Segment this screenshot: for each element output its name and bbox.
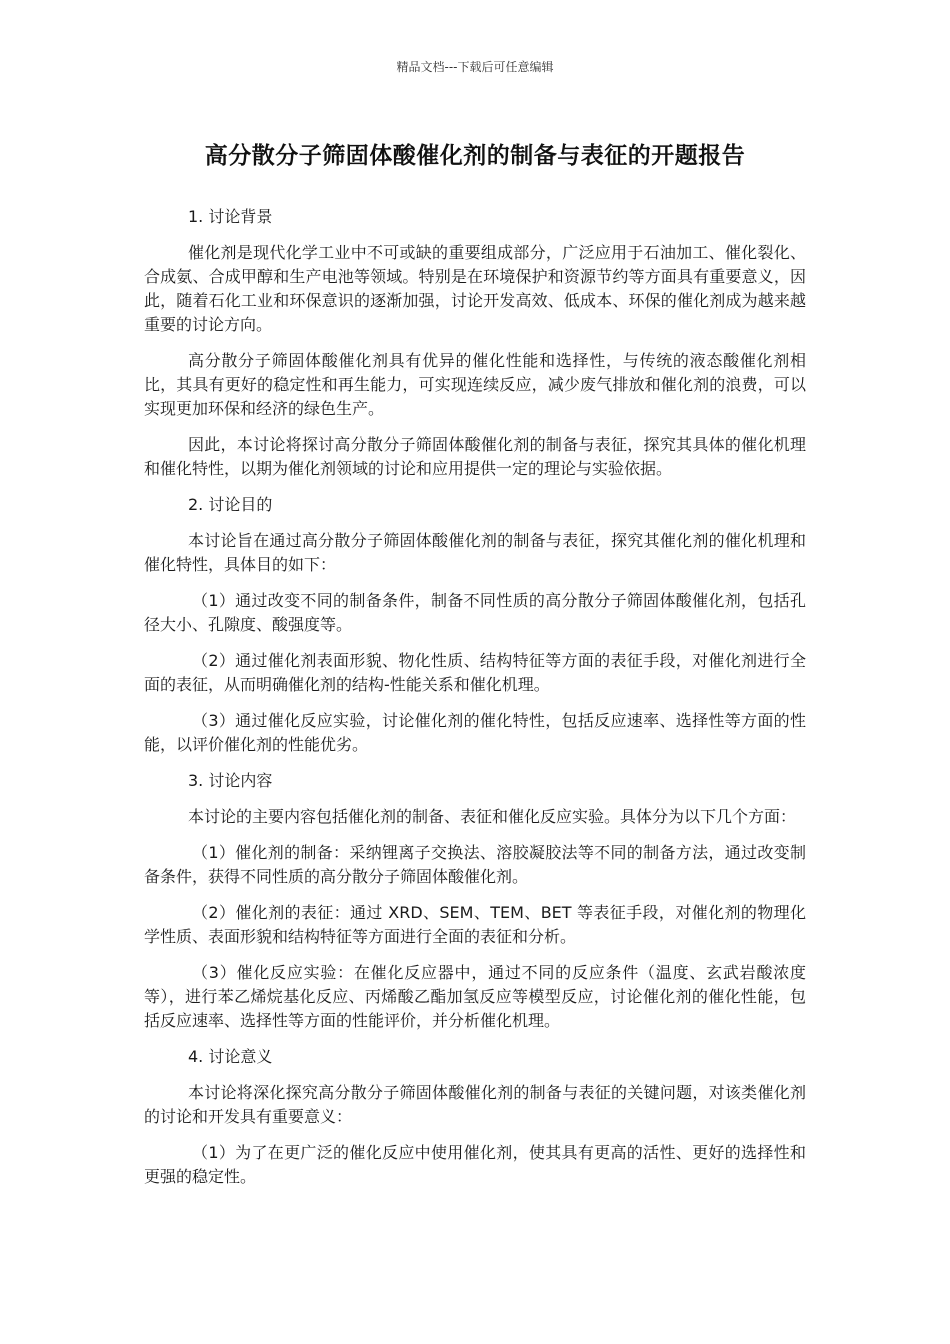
list-item: （3）催化反应实验：在催化反应器中，通过不同的反应条件（温度、玄武岩酸浓度等），进行苯乙烯烷基化反应、丙烯酸乙酯加氢反应等模型反应，讨论催化剂的催化性能，包括反应速率、选择性等方面的性能评价，并分析催化机理。	[144, 963, 806, 1030]
list-item: （1）催化剂的制备：采纳锂离子交换法、溶胶凝胶法等不同的制备方法，通过改变制备条件，获得不同性质的高分散分子筛固体酸催化剂。	[144, 843, 806, 886]
section-heading-content: 3. 讨论内容	[188, 771, 273, 790]
paragraph: 本讨论将深化探究高分散分子筛固体酸催化剂的制备与表征的关键问题，对该类催化剂的讨论和开发具有重要意义：	[144, 1083, 806, 1126]
section-heading-significance: 4. 讨论意义	[188, 1047, 273, 1066]
paragraph: 高分散分子筛固体酸催化剂具有优异的催化性能和选择性，与传统的液态酸催化剂相比，其具有更好的稳定性和再生能力，可实现连续反应，减少废气排放和催化剂的浪费，可以实现更加环保和经济的绿色生产。	[144, 351, 806, 418]
list-item: （3）通过催化反应实验，讨论催化剂的催化特性，包括反应速率、选择性等方面的性能，以评价催化剂的性能优劣。	[144, 711, 806, 754]
document-body	[144, 205, 806, 1201]
paragraph: 催化剂是现代化学工业中不可或缺的重要组成部分，广泛应用于石油加工、催化裂化、合成氨、合成甲醇和生产电池等领域。特别是在环境保护和资源节约等方面具有重要意义，因此，随着石化工业和环保意识的逐渐加强，讨论开发高效、低成本、环保的催化剂成为越来越重要的讨论方向。	[144, 243, 806, 334]
header-note: 精品文档---下载后可任意编辑	[396, 60, 554, 74]
paragraph: 因此，本讨论将探讨高分散分子筛固体酸催化剂的制备与表征，探究其具体的催化机理和催化特性，以期为催化剂领域的讨论和应用提供一定的理论与实验依据。	[144, 435, 806, 478]
paragraph: 本讨论旨在通过高分散分子筛固体酸催化剂的制备与表征，探究其催化剂的催化机理和催化特性，具体目的如下：	[144, 531, 806, 574]
document-title: 高分散分子筛固体酸催化剂的制备与表征的开题报告	[204, 143, 746, 169]
section-heading-purpose: 2. 讨论目的	[188, 495, 273, 514]
section-heading-background: 1. 讨论背景	[188, 207, 273, 226]
list-item: （2）通过催化剂表面形貌、物化性质、结构特征等方面的表征手段，对催化剂进行全面的表征，从而明确催化剂的结构-性能关系和催化机理。	[144, 651, 806, 694]
list-item: （2）催化剂的表征：通过 XRD、SEM、TEM、BET 等表征手段，对催化剂的物理化学性质、表面形貌和结构特征等方面进行全面的表征和分析。	[144, 903, 806, 946]
paragraph: 本讨论的主要内容包括催化剂的制备、表征和催化反应实验。具体分为以下几个方面：	[188, 807, 797, 826]
list-item: （1）为了在更广泛的催化反应中使用催化剂，使其具有更高的活性、更好的选择性和更强的稳定性。	[144, 1143, 806, 1186]
list-item: （1）通过改变不同的制备条件，制备不同性质的高分散分子筛固体酸催化剂，包括孔径大小、孔隙度、酸强度等。	[144, 591, 806, 634]
